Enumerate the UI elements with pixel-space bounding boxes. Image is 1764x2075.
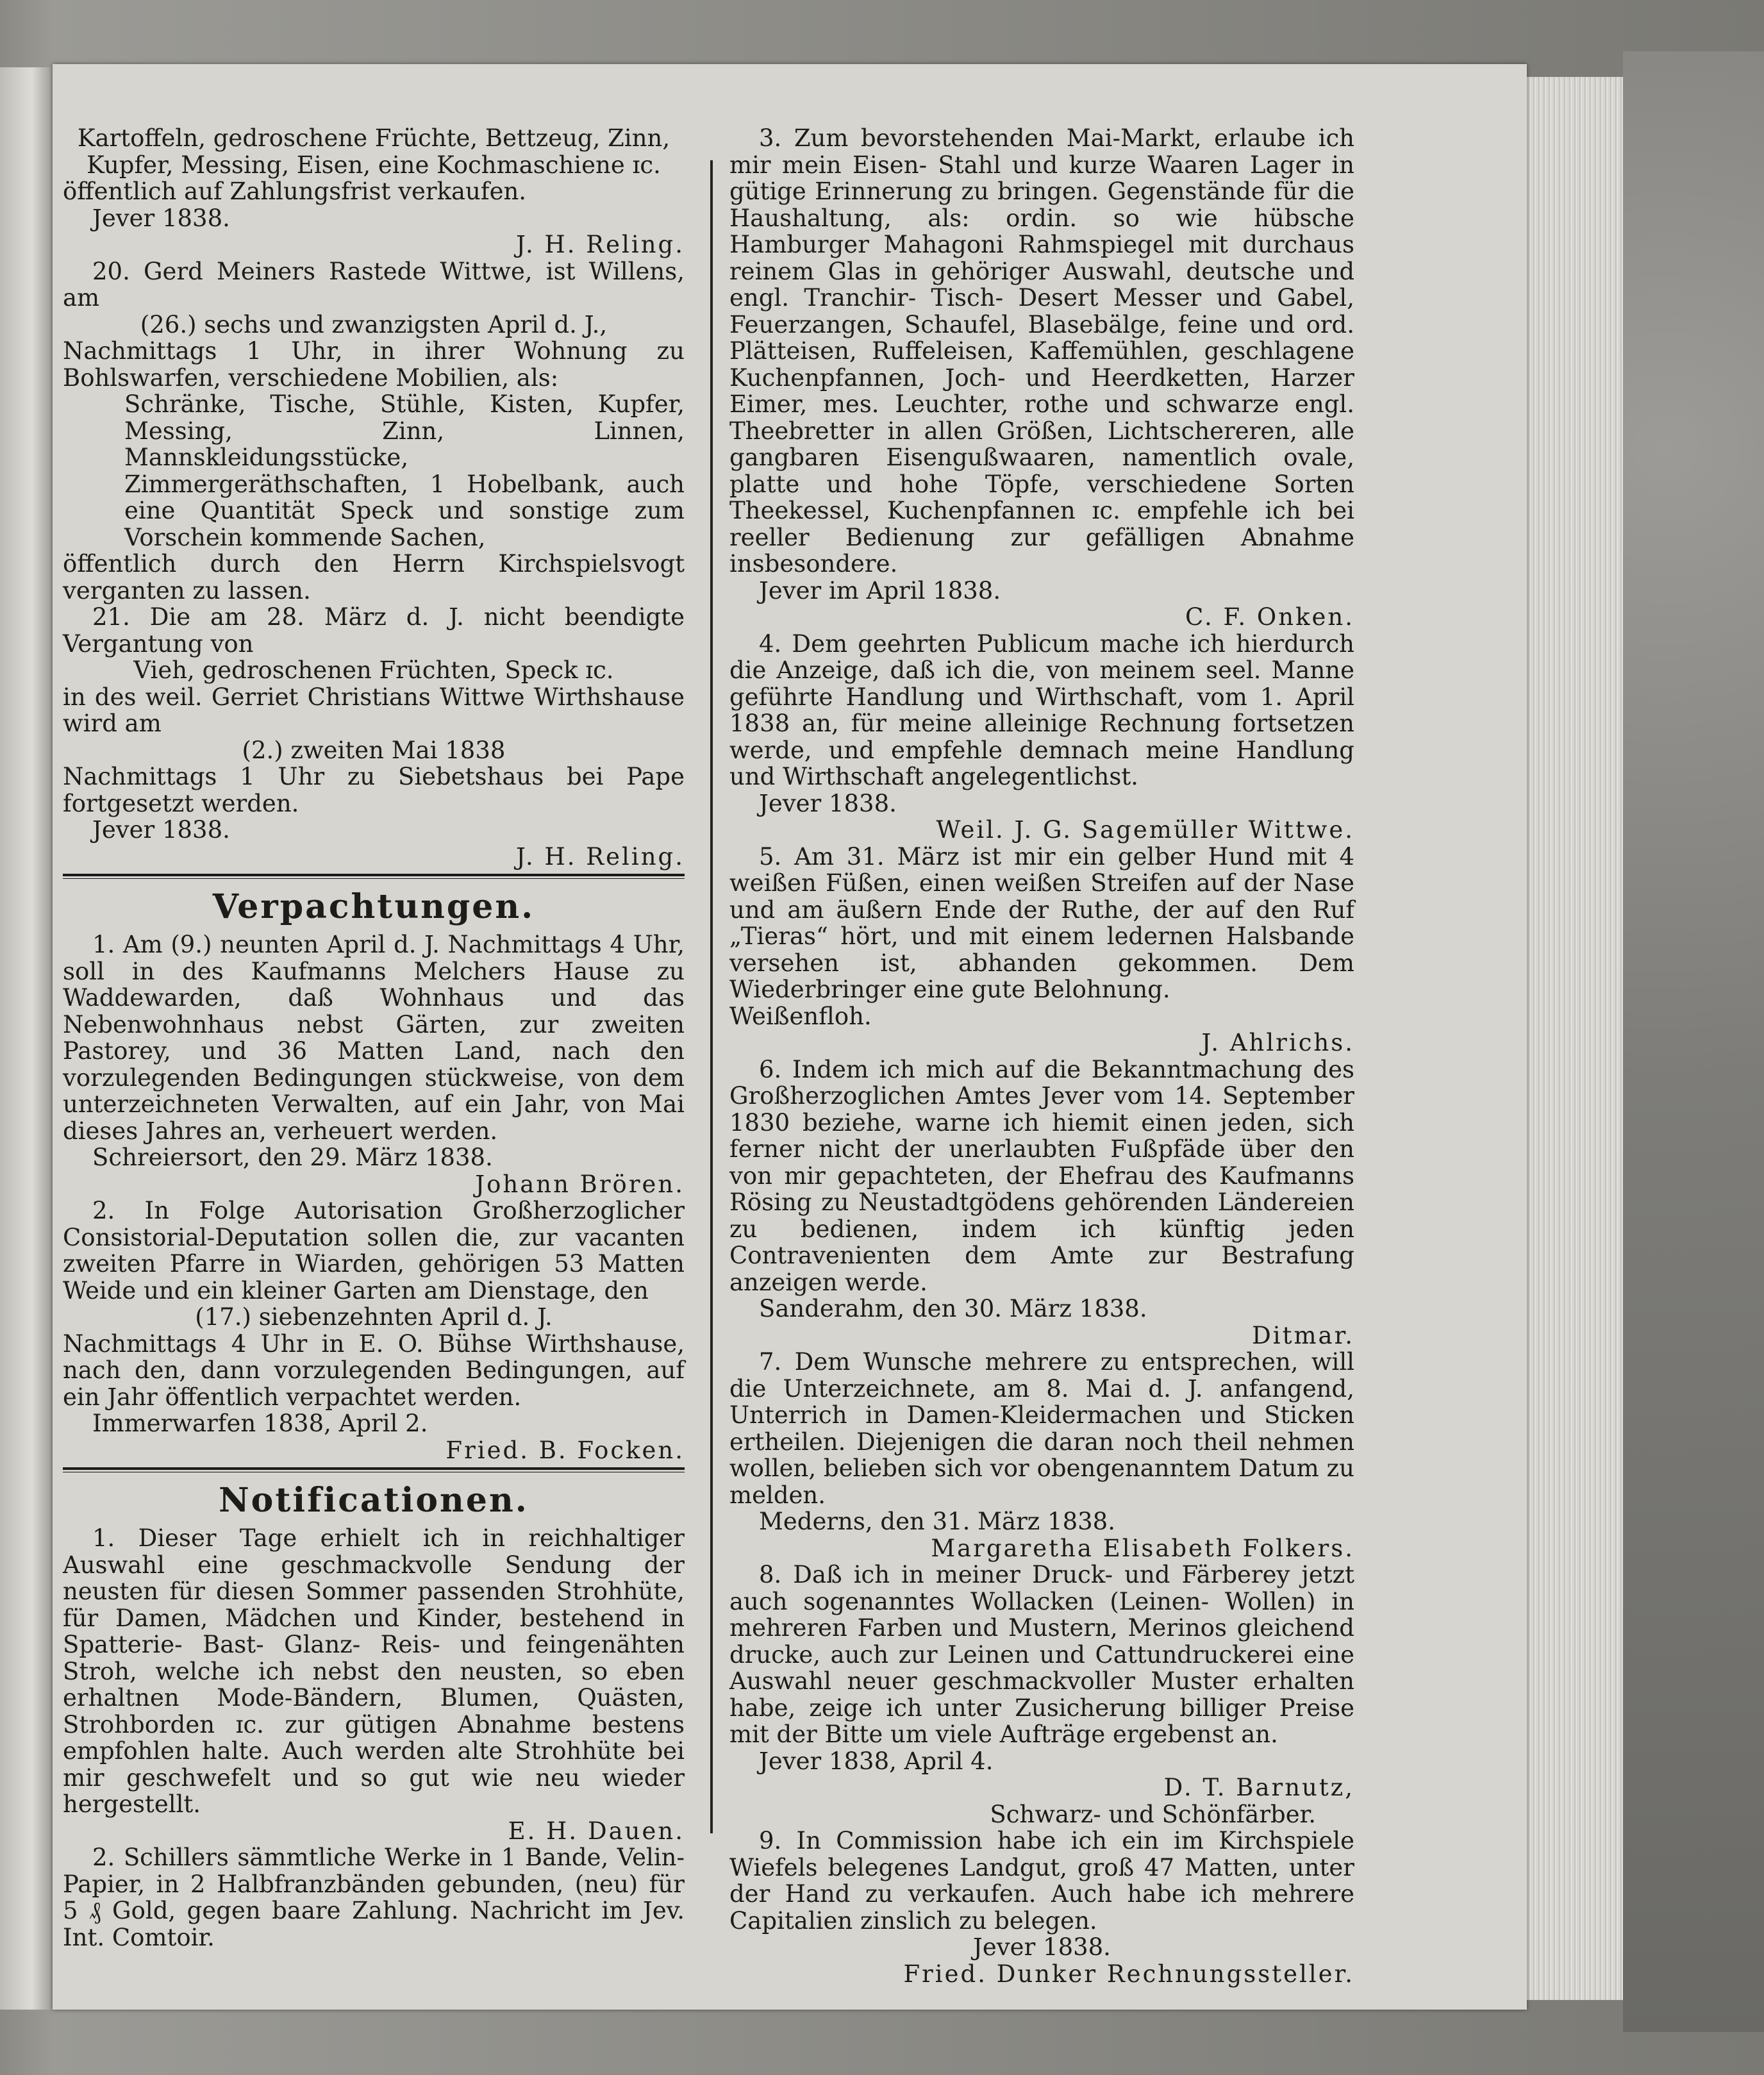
- section-rule: [63, 874, 685, 879]
- notice-5-text: 5. Am 31. März ist mir ein gelber Hund mit 4 weißen Füßen, einen weißen Streifen auf der Nase und am äußern Ende der Ruthe, der auf den Ruf „Tieras“ hört, und mit einem ledernen Halsbande versehen ist, abhanden gekommen. Dem Wiederbringer eine gute Belohnung.: [729, 842, 1354, 1003]
- verpachtung-2-date: (17.) siebenzehnten April d. J.: [195, 1303, 553, 1331]
- book-cover-edge: [1623, 51, 1764, 2032]
- section-rule: [63, 1467, 685, 1472]
- item-21-goods: Vieh, gedroschenen Früchten, Speck ɪc.: [133, 656, 614, 684]
- notification-1-text: 1. Dieser Tage erhielt ich in reichhaltiger Auswahl eine geschmackvolle Sendung der neusten für diesen Sommer passenden Strohhüte, für Damen, Mädchen und Kinder, bestehend in Spatterie- Bast- Glanz- Reis- und feingenähten Stroh, welche ich nebst den neusten, so eben erhaltnen Mode-Bändern, Blumen, Quästen, Strohborden ɪc. zur gütigen Abnahme bestens empfohlen halte. Auch werden alte Strohhüte bei mir geschwefelt und so gut wie neu wieder hergestellt.: [63, 1524, 685, 1818]
- notification-2-text: 2. Schillers sämmtliche Werke in 1 Bande, Velin-Papier, in 2 Halbfranzbänden gebunden, (neu) für 5 ₰ Gold, gegen baare Zahlung. Nachricht im Jev. Int. Comtoir.: [63, 1844, 685, 1951]
- left-page-edge: [0, 67, 53, 2010]
- item-20-text: 20. Gerd Meiners Rastede Wittwe, ist Willens, am: [63, 257, 685, 312]
- section-heading-notificationen: Notificationen.: [219, 1481, 529, 1520]
- item-21-date: (2.) zweiten Mai 1838: [242, 736, 506, 764]
- item-20-text-3: öffentlich durch den Herrn Kirchspielsvogt verganten zu lassen.: [63, 550, 685, 604]
- notice-8-text: 8. Daß ich in meiner Druck- und Färberey jetzt auch sogenanntes Wollacken (Leinen- Wollen) in mehreren Farben und Mustern, Merinos gleichend drucke, auch zur Leinen und Cattundruckerei eine Auswahl neuer geschmackvoller Muster erhalten habe, zeige ich unter Zusicherung billiger Preise mit der Bitte um viele Aufträge ergebenst an.: [729, 1561, 1354, 1748]
- page-stack-edge: [1527, 77, 1623, 2000]
- notification-1-signature: E. H. Dauen.: [508, 1817, 685, 1845]
- intro-line: Kartoffeln, gedroschene Früchte, Bettzeug, Zinn,: [77, 124, 670, 152]
- notice-4-signature: Weil. J. G. Sagemüller Wittwe.: [936, 816, 1354, 844]
- verpachtung-2-text-2: Nachmittags 4 Uhr in E. O. Bühse Wirthshause, nach den, dann vorzulegenden Bedingungen, auf ein Jahr öffentlich verpachtet werden.: [63, 1329, 685, 1411]
- item-21-place: Jever 1838.: [92, 816, 230, 844]
- verpachtung-2-place: Immerwarfen 1838, April 2.: [92, 1410, 428, 1437]
- intro-place: Jever 1838.: [92, 204, 230, 232]
- verpachtung-1-text: 1. Am (9.) neunten April d. J. Nachmittags 4 Uhr, soll in des Kaufmanns Melchers Hause zu Waddewarden, daß Wohnhaus und das Nebenwohnhaus nebst Gärten, zur zweiten Pastorey, und 36 Matten Land, nach den vorzulegenden Bedingungen stückweise, von dem unterzeichneten Verwalten, auf ein Jahr, von Mai dieses Jahres an, verheuert werden.: [63, 931, 685, 1145]
- right-column: [729, 125, 1354, 1987]
- intro-line: Kupfer, Messing, Eisen, eine Kochmaschiene ɪc.: [87, 151, 661, 179]
- notice-9-place: Jever 1838.: [973, 1933, 1111, 1961]
- notice-7-signature: Margaretha Elisabeth Folkers.: [931, 1534, 1354, 1562]
- item-21-text-2: in des weil. Gerriet Christians Wittwe Wirthshause wird am: [63, 683, 685, 737]
- column-divider: [710, 160, 713, 1833]
- notice-9-signature: Fried. Dunker Rechnungssteller.: [903, 1960, 1354, 1988]
- notice-8-title: Schwarz- und Schönfärber.: [990, 1800, 1316, 1828]
- notice-7-place: Mederns, den 31. März 1838.: [759, 1508, 1115, 1535]
- section-heading-verpachtungen: Verpachtungen.: [212, 887, 535, 926]
- left-column: [63, 125, 685, 1951]
- item-21-text-3: Nachmittags 1 Uhr zu Siebetshaus bei Pape fortgesetzt werden.: [63, 763, 685, 817]
- notice-8-signature: D. T. Barnutz,: [1163, 1774, 1354, 1801]
- notice-5-place: Weißenfloh.: [729, 1002, 872, 1030]
- notice-3-signature: C. F. Onken.: [1185, 603, 1354, 631]
- verpachtung-1-signature: Johann Brören.: [475, 1170, 685, 1198]
- notice-9-text: 9. In Commission habe ich ein im Kirchspiele Wiefels belegenes Landgut, groß 47 Matten, unter der Hand zu verkaufen. Auch habe ich mehrere Capitalien zinslich zu belegen.: [729, 1827, 1354, 1935]
- item-20-date: (26.) sechs und zwanzigsten April d. J.,: [140, 310, 608, 338]
- item-20-list: Schränke, Tische, Stühle, Kisten, Kupfer, Messing, Zinn, Linnen, Mannskleidungsstücke, Zimmergeräthschaften, 1 Hobelbank, auch eine Quantität Speck und sonstige zum Vorschein kommende Sachen,: [124, 390, 685, 551]
- item-21-text: 21. Die am 28. März d. J. nicht beendigte Vergantung von: [63, 603, 685, 658]
- verpachtung-1-place: Schreiersort, den 29. März 1838.: [92, 1144, 493, 1171]
- notice-6-signature: Ditmar.: [1252, 1321, 1354, 1349]
- item-20-text-2: Nachmittags 1 Uhr, in ihrer Wohnung zu Bohlswarfen, verschiedene Mobilien, als:: [63, 337, 685, 392]
- notice-4-text: 4. Dem geehrten Publicum mache ich hierdurch die Anzeige, daß ich die, von meinem seel. Manne geführte Handlung und Wirthschaft, vom 1. April 1838 an, für meine alleinige Rechnung fortsetzen werde, und empfehle demnach meine Handlung und Wirthschaft angelegentlichst.: [729, 629, 1354, 790]
- notice-7-text: 7. Dem Wunsche mehrere zu entsprechen, will die Unterzeichnete, am 8. Mai d. J. anfangend, Unterrich in Damen-Kleidermachen und Sticken ertheilen. Diejenigen die daran noch theil nehmen wollen, belieben sich vor obengenanntem Datum zu melden.: [729, 1348, 1354, 1509]
- item-21-signature: J. H. Reling.: [516, 842, 685, 871]
- notice-3-place: Jever im April 1838.: [759, 576, 1001, 604]
- notice-8-place: Jever 1838, April 4.: [759, 1747, 994, 1775]
- notice-5-signature: J. Ahlrichs.: [1201, 1029, 1354, 1056]
- verpachtung-2-signature: Fried. B. Focken.: [445, 1436, 685, 1464]
- notice-6-place: Sanderahm, den 30. März 1838.: [759, 1295, 1147, 1322]
- notice-3-text: 3. Zum bevorstehenden Mai-Markt, erlaube ich mir mein Eisen- Stahl und kurze Waaren Lager in gütige Erinnerung zu bringen. Gegenstände für die Haushaltung, als: ordin. so wie hübsche Hamburger Mahagoni Rahmspiegel mit durchaus reinem Glas in gehöriger Auswahl, deutsche und engl. Tranchir- Tisch- Desert Messer und Gabel, Feuerzangen, Schaufel, Blasebälge, feine und ord. Plätteisen, Ruffeleisen, Kaffemühlen, geschlagene Kuchenpfannen, Joch- und Heerdketten, Harzer Eimer, mes. Leuchter, rothe und schwarze engl. Theebretter in allen Größen, Lichtschereren, alle gangbaren Eisengußwaaren, namentlich ovale, platte und hohe Töpfe, verschiedene Sorten Theekessel, Kuchenpfannen ɪc. empfehle ich bei reeller Bedienung zur gefälligen Abnahme insbesondere.: [729, 124, 1354, 578]
- verpachtung-2-text: 2. In Folge Autorisation Großherzoglicher Consistorial-Deputation sollen die, zur vacanten zweiten Pfarre in Wiarden, gehörigen 53 Matten Weide und ein kleiner Garten am Dienstage, den: [63, 1197, 685, 1304]
- intro-signature: J. H. Reling.: [516, 231, 685, 258]
- intro-line: öffentlich auf Zahlungsfrist verkaufen.: [63, 178, 527, 205]
- notice-6-text: 6. Indem ich mich auf die Bekanntmachung des Großherzoglichen Amtes Jever vom 14. September 1830 beziehe, warne ich hiemit einen jeden, sich ferner nicht der unerlaubten Fußpfäde über den von mir gepachteten, der Ehefrau des Kaufmanns Rösing zu Neustadtgödens gehörenden Ländereien zu bedienen, indem ich künftig jeden Contravenienten dem Amte zur Bestrafung anzeigen werde.: [729, 1055, 1354, 1296]
- notice-4-place: Jever 1838.: [759, 789, 897, 817]
